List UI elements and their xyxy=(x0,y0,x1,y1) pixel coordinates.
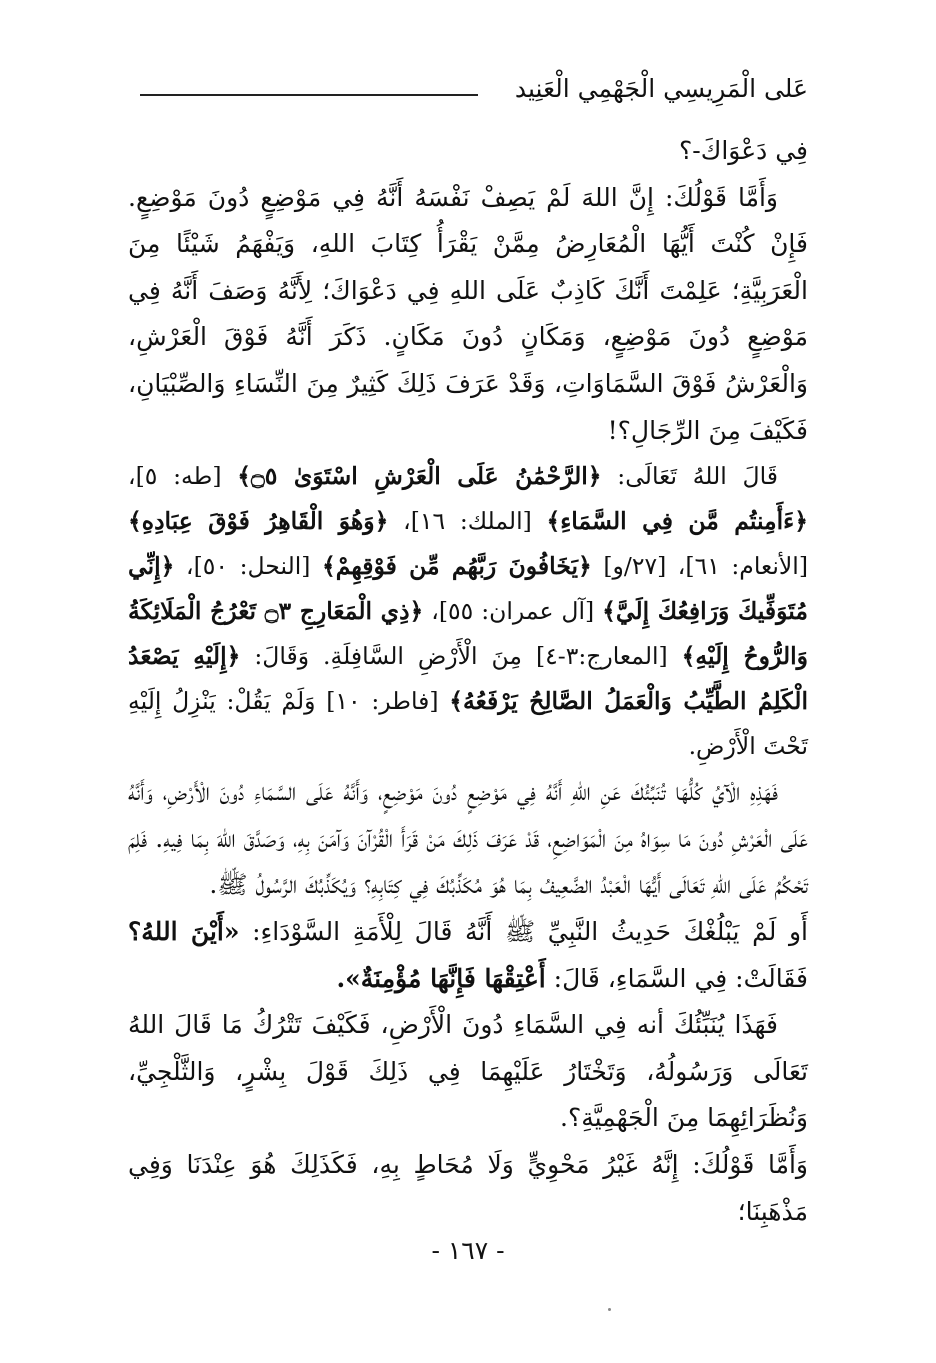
verses-middle-text: مِنَ الْأَرْضِ السَّافِلَةِ. وَقَالَ: xyxy=(254,642,522,671)
paragraph-continuation: فِي دَعْوَاكَ-؟ xyxy=(679,136,808,165)
quran-verse: ﴿إِنِّي مُتَوَفِّيكَ وَرَافِعُكَ إِلَيَّ﴾ xyxy=(128,552,808,626)
paragraph-verses-commentary: فَهَذِهِ الْآيُ كُلُّهَا تُنَبِّئُكَ عَنِ اللهِ أَنَّهُ فِي مَوْضِعٍ دُونَ مَوْضِعٍ، وَأَنَّهُ عَلَى السَّمَاءِ دُونَ الْأَرْضِ، وَأَنَّهُ عَلَى الْعَرْشِ دُونَ مَا سِوَاهُ مِنَ الْمَوَاضِعِ، قَدْ عَرَفَ ذَلِكَ مَنْ قَرَأَ الْقُرْآنَ وَآمَنَ بِهِ، وَصَدَّقَ اللهَ بِمَا فِيهِ. فَلِمَ تَحْكُمُ عَلَى اللهِ تَعَالَى أَيُّهَا الْعَبْدُ الضَّعِيفُ بِمَا هُوَ مُكَذِّبُكَ فِي كِتَابِهِ؟ وَيُكَذِّبُكَ الرَّسُولُ ﷺ. xyxy=(128,777,808,900)
quran-verse: ﴿يَخَافُونَ رَبَّهُم مِّن فَوْقِهِمْ﴾ xyxy=(322,552,592,581)
paragraph-hadith-commentary: فَهَذَا يُنَبِّئُكَ أنه فِي السَّمَاءِ دُونَ الْأَرْضِ، فَكَيْفَ تَتْرُكُ مَا قَالَ اللهُ تَعَالَى وَرَسُولُهُ، وَتَخْتَارُ عَلَيْهِمَا فِي ذَلِكَ قَوْلَ بِشْرٍ، وَالثَّلْجِيِّ، وَنُظَرَائِهِمَا مِنَ الْجَهْمِيَّةِ؟. xyxy=(128,1010,808,1133)
verses-closing-text: وَلَمْ يَقُلْ: يَنْزِلُ إِلَيْهِ تَحْتَ الْأَرْضِ. xyxy=(128,687,808,761)
verse-reference: [آل عمران: ٥٥]، xyxy=(431,597,595,626)
verses-intro: قَالَ اللهُ تَعَالَى: xyxy=(617,462,778,491)
verse-reference: [المعارج:٣-٤] xyxy=(535,642,668,671)
verse-reference: [فاطر: ١٠] xyxy=(326,687,439,716)
quran-verse: ﴿وَهُوَ الْقَاهِرُ فَوْقَ عِبَادِهِ﴾ xyxy=(128,507,389,536)
hadith-quote: أَعْتِقْهَا فَإِنَّهَا مُؤْمِنَةٌ». xyxy=(336,963,546,993)
quran-verse: ﴿ءَأَمِنتُم مَّن فِي السَّمَاءِ﴾ xyxy=(546,507,808,536)
paragraph-reply-claim: وَأَمَّا قَوْلُكَ: إِنَّ اللهَ لَمْ يَصِفْ نَفْسَهُ أَنَّهُ فِي مَوْضِعٍ دُونَ مَوْضِعٍ. فَإِنْ كُنْتَ أَيُّهَا الْمُعَارِضُ مِمَّنْ يَقْرَأُ كِتَابَ اللهِ، وَيَفْهَمُ شَيْئًا مِنَ الْعَرَبِيَّةِ؛ عَلِمْتَ أَنَّكَ كَاذِبٌ عَلَى اللهِ فِي دَعْوَاكَ؛ لِأَنَّهُ وَصَفَ أَنَّهُ فِي مَوْضِعٍ دُونَ مَوْضِعٍ، وَمَكَانٍ دُونَ مَكَانٍ. ذَكَرَ أَنَّهُ فَوْقَ الْعَرْشِ، وَالْعَرْشُ فَوْقَ السَّمَاوَاتِ، وَقَدْ عَرَفَ ذَلِكَ كَثِيرٌ مِنَ النِّسَاءِ وَالصِّبْيَانِ، فَكَيْفَ مِنَ الرِّجَالِ؟! xyxy=(128,182,808,445)
quran-verse: ﴿إِلَيْهِ يَصْعَدُ الْكَلِمُ الطَّيِّبُ وَالْعَمَلُ الصَّالِحُ يَرْفَعُهُ﴾ xyxy=(128,642,808,716)
verse-reference: [الملك: ١٦]، xyxy=(403,507,532,536)
quran-verse: ﴿ذِي الْمَعَارِجِ ۝٣ تَعْرُجُ الْمَلَائِكَةُ وَالرُّوحُ إِلَيْهِ﴾ xyxy=(128,597,808,671)
paragraph-verses xyxy=(128,454,808,769)
body-text xyxy=(128,128,808,1235)
verse-reference: [النحل: ٥٠]، xyxy=(186,552,311,581)
paragraph-hadith xyxy=(128,909,808,1002)
scan-speck xyxy=(608,1308,611,1311)
verse-reference: [طه: ٥]، xyxy=(128,462,222,491)
hadith-answer: فَقَالَتْ: فِي السَّمَاءِ، قَالَ: xyxy=(553,963,808,993)
verse-reference: [الأنعام: ٦١]، [٢٧/و] xyxy=(603,552,808,581)
header-rule xyxy=(140,94,478,96)
quran-verse: ﴿الرَّحْمَٰنُ عَلَى الْعَرْشِ اسْتَوَىٰ ۝٥﴾ xyxy=(237,462,602,491)
running-header xyxy=(140,74,808,114)
hadith-intro: أَو لَمْ يَبْلُغْكَ حَدِيثُ النَّبِيِّ ﷺ أَنَّهُ قَالَ لِلْأَمَةِ السَّوْدَاءِ: xyxy=(252,916,808,946)
paragraph-final: وَأَمَّا قَوْلُكَ: إِنَّهُ غَيْرُ مَحْوِيٍّ وَلَا مُحَاطٍ بِهِ، فَكَذَلِكَ هُوَ عِنْدَنَا وَفِي مَذْهَبِنَا؛ xyxy=(128,1149,808,1226)
running-header-title: عَلى الْمَرِيسِي الْجَهْمِي الْعَنِيد xyxy=(514,74,808,103)
page-number: - ١٦٧ - xyxy=(431,1236,505,1265)
hadith-quote: «أَيْنَ اللهُ؟ xyxy=(128,916,240,946)
